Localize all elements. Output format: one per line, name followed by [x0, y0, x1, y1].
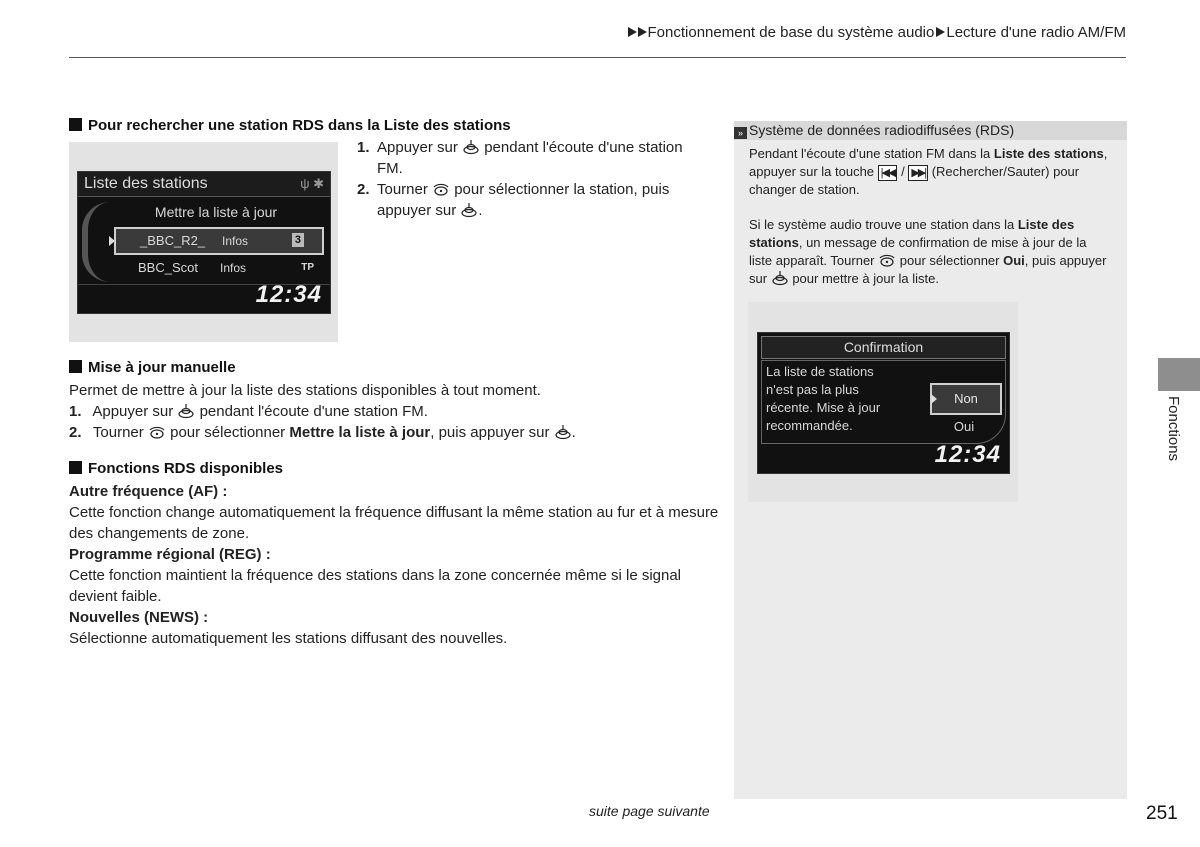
screen-row-station: BBC_Scot Infos TP	[138, 260, 314, 275]
news-title: Nouvelles (NEWS) :	[69, 609, 209, 626]
screen-title: Liste des stations ψ ✱	[78, 172, 330, 197]
sidebar-paragraph-2: Si le système audio trouve une station dans la Liste des stations, un message de confirmation de mise à jour de la liste apparaît. Tourner pour sélectionner Oui, puis appuyer sur pour mettre à jour la liste.	[749, 217, 1107, 286]
reg-text: Cette fonction maintient la fréquence des stations dans la zone concernée même si le signal devient faible.	[69, 567, 682, 605]
af-text: Cette fonction change automatiquement la fréquence diffusant la même station au fur et à mesure des changements de zone.	[69, 504, 719, 542]
rotate-knob-icon	[432, 181, 450, 197]
functions-body	[69, 481, 719, 649]
news-text: Sélectionne automatiquement les stations diffusant des nouvelles.	[69, 630, 508, 647]
display-screen	[757, 332, 1010, 474]
rotate-knob-icon	[878, 252, 896, 268]
rotate-knob-icon	[148, 424, 166, 440]
triangle-icon	[628, 27, 637, 37]
breadcrumb-item-audio[interactable]: Fonctionnement de base du système audio	[647, 24, 935, 41]
step-item: 1. Appuyer sur pendant l'écoute d'une station FM.	[357, 139, 683, 177]
header-divider	[69, 57, 1126, 58]
square-bullet-icon	[69, 118, 82, 131]
section-heading-manual: Mise à jour manuelle	[69, 359, 236, 376]
press-knob-icon	[462, 139, 480, 155]
triangle-icon	[936, 27, 945, 37]
dial-arc-decoration	[82, 202, 110, 282]
clock-display: 12:34	[255, 281, 322, 308]
sidebar-heading: » Système de données radiodiffusées (RDS)	[734, 121, 1127, 140]
display-screen	[77, 171, 331, 314]
manual-update-body	[69, 380, 719, 443]
press-knob-icon	[554, 424, 572, 440]
reference-arrow-icon: »	[734, 127, 747, 139]
cursor-arrow-icon	[931, 394, 937, 404]
dialog-message: La liste de stations n'est pas la plus récente. Mise à jour recommandée.	[766, 364, 881, 433]
press-knob-icon	[177, 403, 195, 419]
step-item: 1. Appuyer sur pendant l'écoute d'une station FM.	[69, 403, 428, 420]
press-knob-icon	[460, 202, 478, 218]
page-number: 251	[1146, 803, 1178, 824]
step-item: 2. Tourner pour sélectionner la station, puis appuyer sur .	[357, 181, 670, 219]
breadcrumb	[628, 24, 1126, 41]
cursor-arrow-icon	[109, 236, 115, 246]
screen-row-update: Mettre la liste à jour	[154, 204, 278, 220]
manual-intro: Permet de mettre à jour la liste des stations disponibles à tout moment.	[69, 382, 541, 399]
breadcrumb-item-radio[interactable]: Lecture d'une radio AM/FM	[946, 24, 1126, 41]
seek-back-button-icon: |◀◀	[878, 165, 898, 181]
press-knob-icon	[771, 270, 789, 286]
step-item: 2. Tourner pour sélectionner Mettre la liste à jour, puis appuyer sur .	[69, 424, 576, 441]
screen-row-selected: _BBC_R2_ Infos 3	[114, 227, 324, 255]
reg-title: Programme régional (REG) :	[69, 546, 271, 563]
section-heading-functions: Fonctions RDS disponibles	[69, 460, 283, 477]
triangle-icon	[638, 27, 647, 37]
usb-bluetooth-icon: ψ ✱	[300, 176, 324, 191]
sidebar-paragraph-1: Pendant l'écoute d'une station FM dans la Liste des stations, appuyer sur la touche |◀◀ / ▶▶| (Rechercher/Sauter) pour changer de station.	[749, 146, 1108, 197]
dialog-title: Confirmation	[761, 336, 1006, 359]
seek-forward-button-icon: ▶▶|	[908, 165, 928, 181]
step-list-rds	[357, 137, 707, 221]
option-non: Non	[930, 383, 1002, 415]
chapter-tab-label[interactable]: Fonctions	[1165, 396, 1182, 462]
option-oui: Oui	[953, 419, 975, 434]
square-bullet-icon	[69, 360, 82, 373]
confirmation-screen-image	[748, 302, 1018, 502]
section-heading-rds-list: Pour rechercher une station RDS dans la Liste des stations	[69, 117, 511, 134]
chapter-tab-marker	[1158, 358, 1200, 391]
square-bullet-icon	[69, 461, 82, 474]
stations-list-screen-image	[69, 142, 338, 342]
continued-note: suite page suivante	[589, 803, 710, 819]
af-title: Autre fréquence (AF) :	[69, 483, 228, 500]
clock-display: 12:34	[934, 441, 1001, 468]
